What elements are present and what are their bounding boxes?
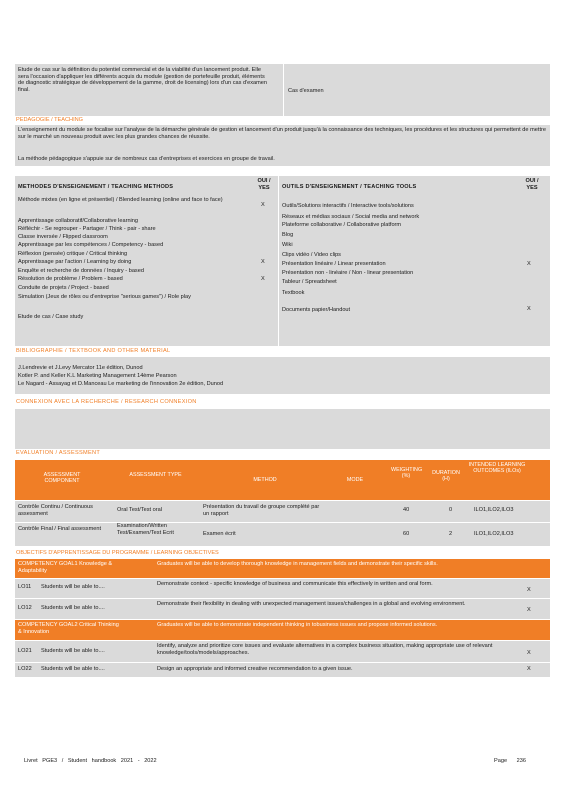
competency-goal-text: Graduates will be able to develop thorough knowledge in management fields and demonstrate their specific skills. xyxy=(157,561,438,567)
objective-code: LO12 xyxy=(18,605,32,611)
objective-text: Demonstrate context - specific knowledge of business and communicate this effectively in written and oral form. xyxy=(157,581,433,587)
eval-duration: 2 xyxy=(449,531,453,537)
competency-label: COMPETENCY GOAL2 Critical Thinking & Innovation xyxy=(18,622,119,635)
eval-ilos: ILO1,ILO2,ILO3 xyxy=(474,531,514,537)
eval-weighting: 60 xyxy=(403,531,410,537)
tool-item: Réseaux et médias sociaux / Social media and network xyxy=(282,214,420,220)
methods-section xyxy=(15,176,550,346)
bibliography-section xyxy=(15,357,550,394)
page-number: 236 xyxy=(516,758,526,764)
method-item: Classe inversée / Flipped classroom xyxy=(18,234,108,240)
research-heading: CONNEXION AVEC LA RECHERCHE / RESEARCH CONNEXION xyxy=(16,399,197,405)
evaluation-header-row xyxy=(15,460,550,500)
objective-text: Identify, analyze and prioritize core issues and evaluate alternatives in a complex business situation, making appropriate use of relevant knowledge/tools/models/approaches. xyxy=(157,643,493,656)
bibliography-line: Le Nagard - Assayag et D.Manceau Le marketing de l'innovation 2e édition, Dunod xyxy=(18,381,224,387)
tool-mark: X xyxy=(527,306,531,312)
method-item: Apprentissage par l'action / Learning by doing xyxy=(18,259,132,265)
method-item: Réflexion (pensée) critique / Critical thinking xyxy=(18,251,128,257)
col-weighting: WEIGHTING (%) xyxy=(391,467,423,480)
eval-weighting: 40 xyxy=(403,507,410,513)
eval-ilos: ILO1,ILO2,ILO3 xyxy=(474,507,514,513)
method-item: Apprentissage collaboratif/Collaborative learning xyxy=(18,218,139,224)
method-item: Simulation (Jeux de rôles ou d'entreprise "serious games") / Role play xyxy=(18,294,191,300)
eval-component: Contrôle Final / Final assessment xyxy=(18,526,102,532)
methods-oui-header: OUI / YES xyxy=(257,178,271,191)
tool-item: Présentation non - linéaire / Non - linear presentation xyxy=(282,270,414,276)
method-item: Apprentissage par les compétences / Competency - based xyxy=(18,242,164,248)
bibliography-line: J.Lendrevie et J.Levy Mercator 11e édition, Dunod xyxy=(18,365,143,371)
method-item: Résolution de problème / Problem - based xyxy=(18,276,123,282)
objective-subject: Students will be able to.... xyxy=(41,605,105,611)
objective-row xyxy=(15,599,550,619)
objective-row xyxy=(15,663,550,677)
method-item: Etude de cas / Case study xyxy=(18,314,84,320)
col-mode: MODE xyxy=(346,477,364,483)
method-mark: X xyxy=(261,259,265,265)
tool-item: Plateforme collaborative / Collaborative platform xyxy=(282,222,402,228)
eval-method: Présentation du travail de groupe complété par un rapport xyxy=(203,504,320,517)
col-duration: DURATION (H) xyxy=(432,470,460,483)
method-item: Méthode mixtes (en ligne et présentiel) / Blended learning (online and face to face) xyxy=(18,197,223,203)
tools-oui-header: OUI / YES xyxy=(525,178,539,191)
col-component: ASSESSMENT COMPONENT xyxy=(43,472,81,485)
method-item: Enquête et recherche de données / Inquiry - based xyxy=(18,268,144,274)
competency-label: COMPETENCY GOAL1 Knowledge & Adaptability xyxy=(18,561,113,574)
objective-subject: Students will be able to.... xyxy=(41,648,105,654)
methods-header: METHODES D'ENSEIGNEMENT / TEACHING METHODS xyxy=(18,184,174,190)
eval-type: Examination/Written Test/Examen/Test Ecrit xyxy=(117,523,174,536)
objective-code: LO21 xyxy=(18,648,32,654)
objective-text: Design an appropriate and informed creative recommendation to a given issue. xyxy=(157,666,353,672)
eval-component: Contrôle Continu / Continuous assessment xyxy=(18,504,93,517)
eval-duration: 0 xyxy=(449,507,453,513)
objective-text: Demonstrate their flexibility in dealing with unexpected management issues/challenges in a global and evolving environment. xyxy=(157,601,466,607)
objective-subject: Students will be able to.... xyxy=(41,666,105,672)
objective-mark: X xyxy=(527,587,531,593)
objective-row xyxy=(15,579,550,598)
intro-text: Etude de cas sur la définition du potentiel commercial et de la viabilité d'un lancement produit. Elle sera l'occasion d'appliquer les différents acquis du module (gestion de portefeuille produit, éléments de diagnostic stratégique de développement de la gamme, droit de licensing) lors d'un cas d'examen final. xyxy=(18,67,268,93)
bibliography-heading: BIBLIOGRAPHIE / TEXTBOOK AND OTHER MATERIAL xyxy=(16,348,171,354)
method-item: Conduite de projets / Project - based xyxy=(18,285,109,291)
col-method: METHOD xyxy=(253,477,277,483)
footer-page xyxy=(494,758,526,765)
tools-header: OUTILS D'ENSEIGNEMENT / TEACHING TOOLS xyxy=(282,184,417,190)
bibliography-line: Kotler P. and Keller K.L Marketing Management 14ème Pearson xyxy=(18,373,177,379)
tool-item: Textbook xyxy=(282,290,305,296)
objective-mark: X xyxy=(527,607,531,613)
tool-item: Clips vidéo / Video clips xyxy=(282,252,341,258)
pedagogy-text: L'enseignement du module se focalise sur l'analyse de la démarche générale de gestion et lancement d'un produit jusqu'à la connaissance des techniques, les procédures et les structures qui permettent de mettre sur le marché un nouveau produit avec les plus grandes chances de réussite. xyxy=(18,127,546,140)
competency-goal-row xyxy=(15,620,550,640)
eval-method: Examen écrit xyxy=(203,531,236,537)
col-ilos: INTENDED LEARNING OUTCOMES (ILOs) xyxy=(468,462,526,475)
tool-item: Documents papier/Handout xyxy=(282,307,351,313)
research-section xyxy=(15,409,550,449)
tool-item: Wiki xyxy=(282,242,293,248)
intro-side: Cas d'examen xyxy=(288,88,324,94)
pedagogy-heading: PEDAGOGIE / TEACHING xyxy=(16,117,84,123)
tool-item: Présentation linéaire / Linear presentation xyxy=(282,261,386,267)
page-label: Page xyxy=(494,758,508,764)
pedagogy-section xyxy=(15,125,550,166)
objectives-heading: OBJECTIFS D'APPRENTISSAGE DU PROGRAMME / LEARNING OBJECTIVES xyxy=(16,550,219,556)
evaluation-heading: EVALUATION / ASSESSMENT xyxy=(16,450,101,456)
objective-mark: X xyxy=(527,650,531,656)
eval-type: Oral Test/Test oral xyxy=(117,507,162,513)
competency-goal-text: Graduates will be able to demonstrate independent thinking in tobusiness issues and propose informed solutions. xyxy=(157,622,438,628)
pedagogy-method-text: La méthode pédagogique s'appuie sur de nombreux cas d'entreprises et exercices en groupe de travail. xyxy=(18,156,275,162)
objective-subject: Students will be able to.... xyxy=(41,584,105,590)
method-mark: X xyxy=(261,276,265,282)
objective-row xyxy=(15,641,550,662)
evaluation-row xyxy=(15,523,550,546)
footer-label: Livret PGE3 / Student handbook 2021 - 2022 xyxy=(24,758,157,764)
method-item: Réfléchir - Se regrouper - Partager / Think - pair - share xyxy=(18,226,156,232)
objective-mark: X xyxy=(527,666,531,672)
objective-code: LO11 xyxy=(18,584,32,590)
objective-code: LO22 xyxy=(18,666,32,672)
competency-goal-row xyxy=(15,559,550,578)
col-type: ASSESSMENT TYPE xyxy=(129,472,182,478)
tool-item: Outils/Solutions interactifs / Interactive tools/solutions xyxy=(282,203,414,209)
tool-item: Blog xyxy=(282,232,294,238)
intro-section xyxy=(15,64,550,116)
tool-mark: X xyxy=(527,261,531,267)
method-mark: X xyxy=(261,202,265,208)
tool-item: Tableur / Spreadsheet xyxy=(282,279,337,285)
evaluation-row xyxy=(15,501,550,522)
